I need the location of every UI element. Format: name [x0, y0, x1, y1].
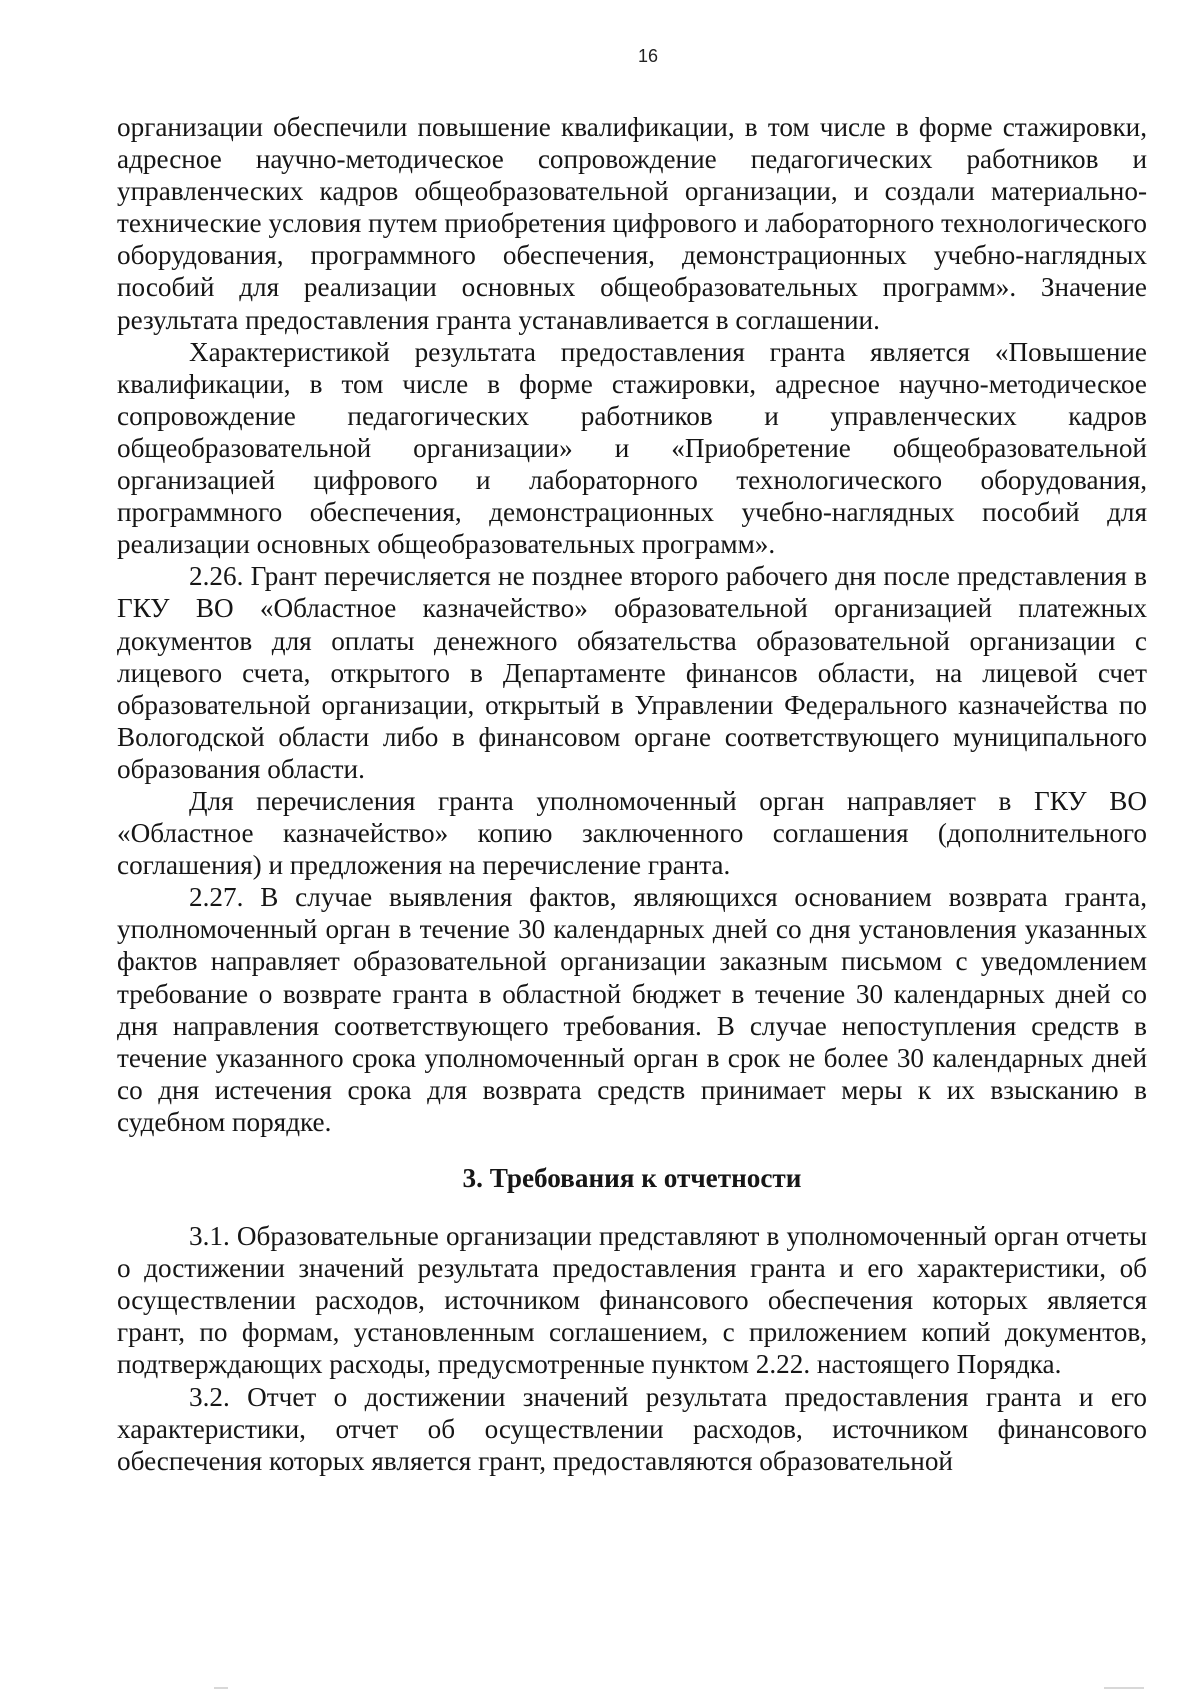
scan-mark-right — [1104, 1687, 1144, 1689]
paragraph-3-2: 3.2. Отчет о достижении значений результата предоставления гранта и его характеристики, отчет об осуществлении расходов, источником финансового обеспечения которых является грант, предоставляются образовательной — [117, 1381, 1147, 1476]
document-body — [117, 111, 1147, 1477]
paragraph-2-26: 2.26. Грант перечисляется не позднее второго рабочего дня после представления в ГКУ ВО «Областное казначейство» образовательной организацией платежных документов для оплаты денежного обязательства образовательной организации с лицевого счета, открытого в Департаменте финансов области, на лицевой счет образовательной организации, открытый в Управлении Федерального казначейства по Вологодской области либо в финансовом органе соответствующего муниципального образования области. — [117, 561, 1147, 784]
section-3-heading: 3. Требования к отчетности — [462, 1163, 802, 1193]
scan-mark-left — [214, 1687, 228, 1689]
paragraph-3-1: 3.1. Образовательные организации представляют в уполномоченный орган отчеты о достижении значений результата предоставления гранта и его характеристики, об осуществлении расходов, источником финансового обеспечения которых является грант, по формам, установленным соглашением, с приложением копий документов, подтверждающих расходы, предусмотренные пунктом 2.22. настоящего Порядка. — [117, 1221, 1147, 1380]
paragraph-transfer-procedure: Для перечисления гранта уполномоченный орган направляет в ГКУ ВО «Областное казначейство» копию заключенного соглашения (дополнительного соглашения) и предложения на перечисление гранта. — [117, 785, 1147, 881]
paragraph-result-characteristic: Характеристикой результата предоставления гранта является «Повышение квалификации, в том числе в форме стажировки, адресное научно-методическое сопровождение педагогических работников и управленческих кадров общеобразовательной организации» и «Приобретение общеобразовательной организацией цифрового и лабораторного технологического оборудования, программного обеспечения, демонстрационных учебно-наглядных пособий для реализации основных общеобразовательных программ». — [117, 336, 1147, 560]
paragraph-2-27: 2.27. В случае выявления фактов, являющихся основанием возврата гранта, уполномоченный орган в течение 30 календарных дней со дня установления указанных фактов направляет образовательной организации заказным письмом с уведомлением требование о возврате гранта в областной бюджет в течение 30 календарных дней со дня направления соответствующего требования. В случае непоступления средств в течение указанного срока уполномоченный орган в срок не более 30 календарных дней со дня истечения срока для возврата средств принимает меры к их взысканию в судебном порядке. — [117, 882, 1147, 1137]
paragraph-continuation: организации обеспечили повышение квалификации, в том числе в форме стажировки, адресное научно-методическое сопровождение педагогических работников и управленческих кадров общеобразовательной организации, и создали материально-технические условия путем приобретения цифрового и лабораторного технологического оборудования, программного обеспечения, демонстрационных учебно-наглядных пособий для реализации основных общеобразовательных программ». Значение результата предоставления гранта устанавливается в соглашении. — [117, 112, 1147, 335]
page-number: 16 — [637, 46, 659, 66]
